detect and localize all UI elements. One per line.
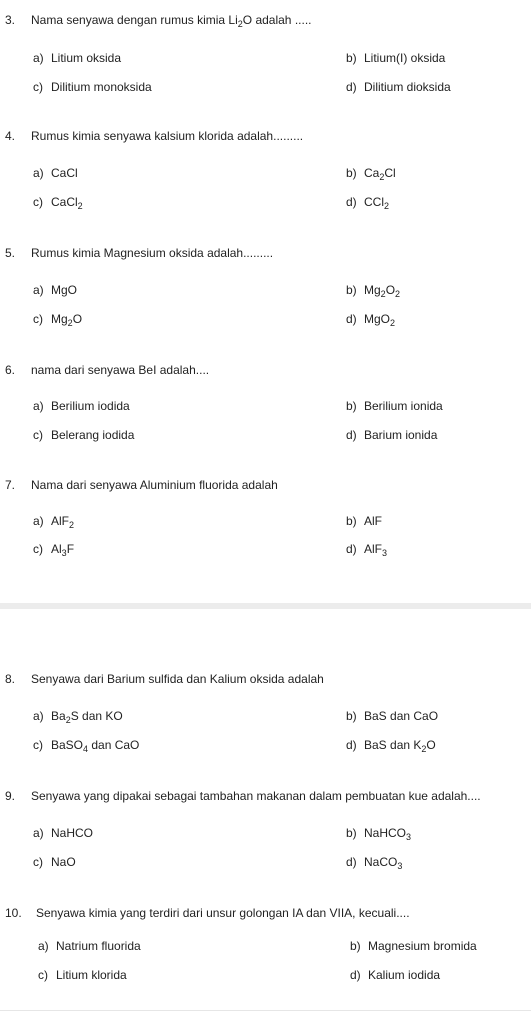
option-d[interactable] <box>346 738 436 752</box>
question-text: Senyawa yang dipakai sebagai tambahan makanan dalam pembuatan kue adalah.... <box>31 789 481 803</box>
option-d[interactable] <box>346 195 389 209</box>
question-text: Senyawa dari Barium sulfida dan Kalium oksida adalah <box>31 672 324 686</box>
option-text: Barium ionida <box>364 428 438 442</box>
option-text: Dilitium monoksida <box>51 80 152 94</box>
option-c[interactable] <box>33 428 134 442</box>
option-text: $Ba_2S$ dan KO <box>51 709 123 725</box>
option-text: Berilium ionida <box>364 399 443 413</box>
question-number: 3. <box>5 13 16 27</box>
page-bottom-rule <box>0 1010 531 1011</box>
subscript: 3 <box>382 548 388 558</box>
subscript: 3 <box>397 861 403 871</box>
option-c[interactable] <box>38 968 127 982</box>
option-c[interactable] <box>33 738 139 752</box>
option-text: MgO <box>51 283 78 297</box>
option-a[interactable] <box>33 51 121 65</box>
option-a[interactable] <box>33 826 93 840</box>
option-text: BaS dan $K_2O$ <box>364 738 436 754</box>
option-a[interactable] <box>33 283 77 297</box>
option-label: c) <box>33 312 43 326</box>
option-label: c) <box>33 195 43 209</box>
question-number: 5. <box>5 246 16 260</box>
option-d[interactable] <box>346 855 402 869</box>
option-text: NaCO$_3$ <box>364 855 403 871</box>
question-text: Nama senyawa dengan rumus kimia $Li_2O$ adalah ..... <box>31 13 312 29</box>
option-text: $Mg_2O_2$ <box>364 283 401 299</box>
subscript: 3 <box>61 548 67 558</box>
option-label: a) <box>33 399 44 413</box>
option-a[interactable] <box>33 514 74 528</box>
subscript: 2 <box>67 318 73 328</box>
question-text: Nama dari senyawa Aluminium fluorida adalah <box>31 478 278 492</box>
option-text: Litium klorida <box>56 968 127 982</box>
question-stem <box>5 672 324 686</box>
option-text: Dilitium dioksida <box>364 80 451 94</box>
subscript: 2 <box>77 201 83 211</box>
option-label: d) <box>346 312 357 326</box>
subscript: 2 <box>384 201 390 211</box>
worksheet-page-bottom <box>0 609 531 1013</box>
question-stem <box>5 13 312 27</box>
option-b[interactable] <box>346 709 438 723</box>
question-stem <box>5 246 273 260</box>
option-text: Litium oksida <box>51 51 122 65</box>
subscript: 2 <box>380 289 386 299</box>
question-number: 7. <box>5 478 16 492</box>
question-stem <box>5 363 209 377</box>
option-text: NaHCO <box>51 826 94 840</box>
option-a[interactable] <box>38 939 141 953</box>
subscript: 3 <box>406 832 412 842</box>
option-text: CCl$_2$ <box>364 195 390 211</box>
option-text: $Mg_2O$ <box>51 312 83 328</box>
option-c[interactable] <box>33 542 74 556</box>
option-label: a) <box>33 514 44 528</box>
option-a[interactable] <box>33 709 123 723</box>
option-label: a) <box>33 51 44 65</box>
option-text: $Ca_2Cl$ <box>364 166 396 182</box>
option-label: d) <box>346 195 357 209</box>
option-label: c) <box>33 428 43 442</box>
option-label: b) <box>346 166 357 180</box>
subscript: 2 <box>421 744 427 754</box>
question-stem <box>5 906 410 920</box>
option-text: Litium(I) oksida <box>364 51 446 65</box>
option-text: CaCl <box>51 166 78 180</box>
option-b[interactable] <box>346 283 400 297</box>
option-label: a) <box>33 826 44 840</box>
option-label: d) <box>346 738 357 752</box>
option-text: AlF <box>364 514 382 528</box>
option-c[interactable] <box>33 855 76 869</box>
option-text: NaO <box>51 855 76 869</box>
option-label: a) <box>33 283 44 297</box>
option-label: a) <box>33 709 44 723</box>
option-label: a) <box>33 166 44 180</box>
option-label: c) <box>38 968 48 982</box>
question-number: 10. <box>5 906 22 920</box>
option-text: Magnesium bromida <box>368 939 477 953</box>
option-label: b) <box>346 826 357 840</box>
option-label: c) <box>33 80 43 94</box>
option-text: MgO$_2$ <box>364 312 396 328</box>
question-stem <box>5 478 278 492</box>
subscript: 2 <box>237 19 243 29</box>
option-text: Kalium iodida <box>368 968 441 982</box>
question-text: nama dari senyawa BeI adalah.... <box>31 363 210 377</box>
option-text: $Al_3F$ <box>51 542 75 558</box>
option-label: d) <box>346 542 357 556</box>
option-b[interactable] <box>346 514 382 528</box>
subscript: 2 <box>65 715 71 725</box>
option-a[interactable] <box>33 166 78 180</box>
option-label: b) <box>346 709 357 723</box>
option-b[interactable] <box>350 939 477 953</box>
option-b[interactable] <box>346 51 445 65</box>
option-text: BaSO$_4$ dan CaO <box>51 738 140 754</box>
option-text: AlF$_3$ <box>364 542 388 558</box>
option-text: AlF$_2$ <box>51 514 75 530</box>
option-c[interactable] <box>33 312 82 326</box>
option-d[interactable] <box>346 80 451 94</box>
question-stem <box>5 789 481 803</box>
option-a[interactable] <box>33 399 130 413</box>
option-label: b) <box>346 399 357 413</box>
option-label: d) <box>350 968 361 982</box>
option-d[interactable] <box>346 428 437 442</box>
question-text: Senyawa kimia yang terdiri dari unsur golongan IA dan VIIA, kecuali.... <box>36 906 410 920</box>
option-label: c) <box>33 855 43 869</box>
option-label: b) <box>350 939 361 953</box>
question-number: 9. <box>5 789 16 803</box>
option-label: b) <box>346 283 357 297</box>
subscript: 2 <box>395 289 401 299</box>
question-number: 6. <box>5 363 16 377</box>
question-stem <box>5 129 303 143</box>
option-text: Berilium iodida <box>51 399 130 413</box>
option-label: a) <box>38 939 49 953</box>
subscript: 2 <box>379 172 385 182</box>
question-text: Rumus kimia Magnesium oksida adalah......... <box>31 246 274 260</box>
option-label: b) <box>346 51 357 65</box>
subscript: 2 <box>390 318 396 328</box>
subscript: 2 <box>69 520 75 530</box>
option-d[interactable] <box>346 312 395 326</box>
option-label: c) <box>33 542 43 556</box>
option-b[interactable] <box>346 826 411 840</box>
subscript: 4 <box>83 744 89 754</box>
option-b[interactable] <box>346 166 396 180</box>
option-label: d) <box>346 428 357 442</box>
option-text: Belerang iodida <box>51 428 135 442</box>
option-label: d) <box>346 855 357 869</box>
option-d[interactable] <box>346 542 387 556</box>
option-c[interactable] <box>33 195 83 209</box>
option-d[interactable] <box>350 968 440 982</box>
option-text: NaHCO$_3$ <box>364 826 412 842</box>
question-number: 8. <box>5 672 16 686</box>
option-b[interactable] <box>346 399 443 413</box>
option-c[interactable] <box>33 80 152 94</box>
option-text: CaCl$_2$ <box>51 195 83 211</box>
option-label: c) <box>33 738 43 752</box>
question-number: 4. <box>5 129 16 143</box>
option-label: d) <box>346 80 357 94</box>
option-text: BaS dan CaO <box>364 709 439 723</box>
option-label: b) <box>346 514 357 528</box>
option-text: Natrium fluorida <box>56 939 141 953</box>
question-text: Rumus kimia senyawa kalsium klorida adalah......... <box>31 129 304 143</box>
